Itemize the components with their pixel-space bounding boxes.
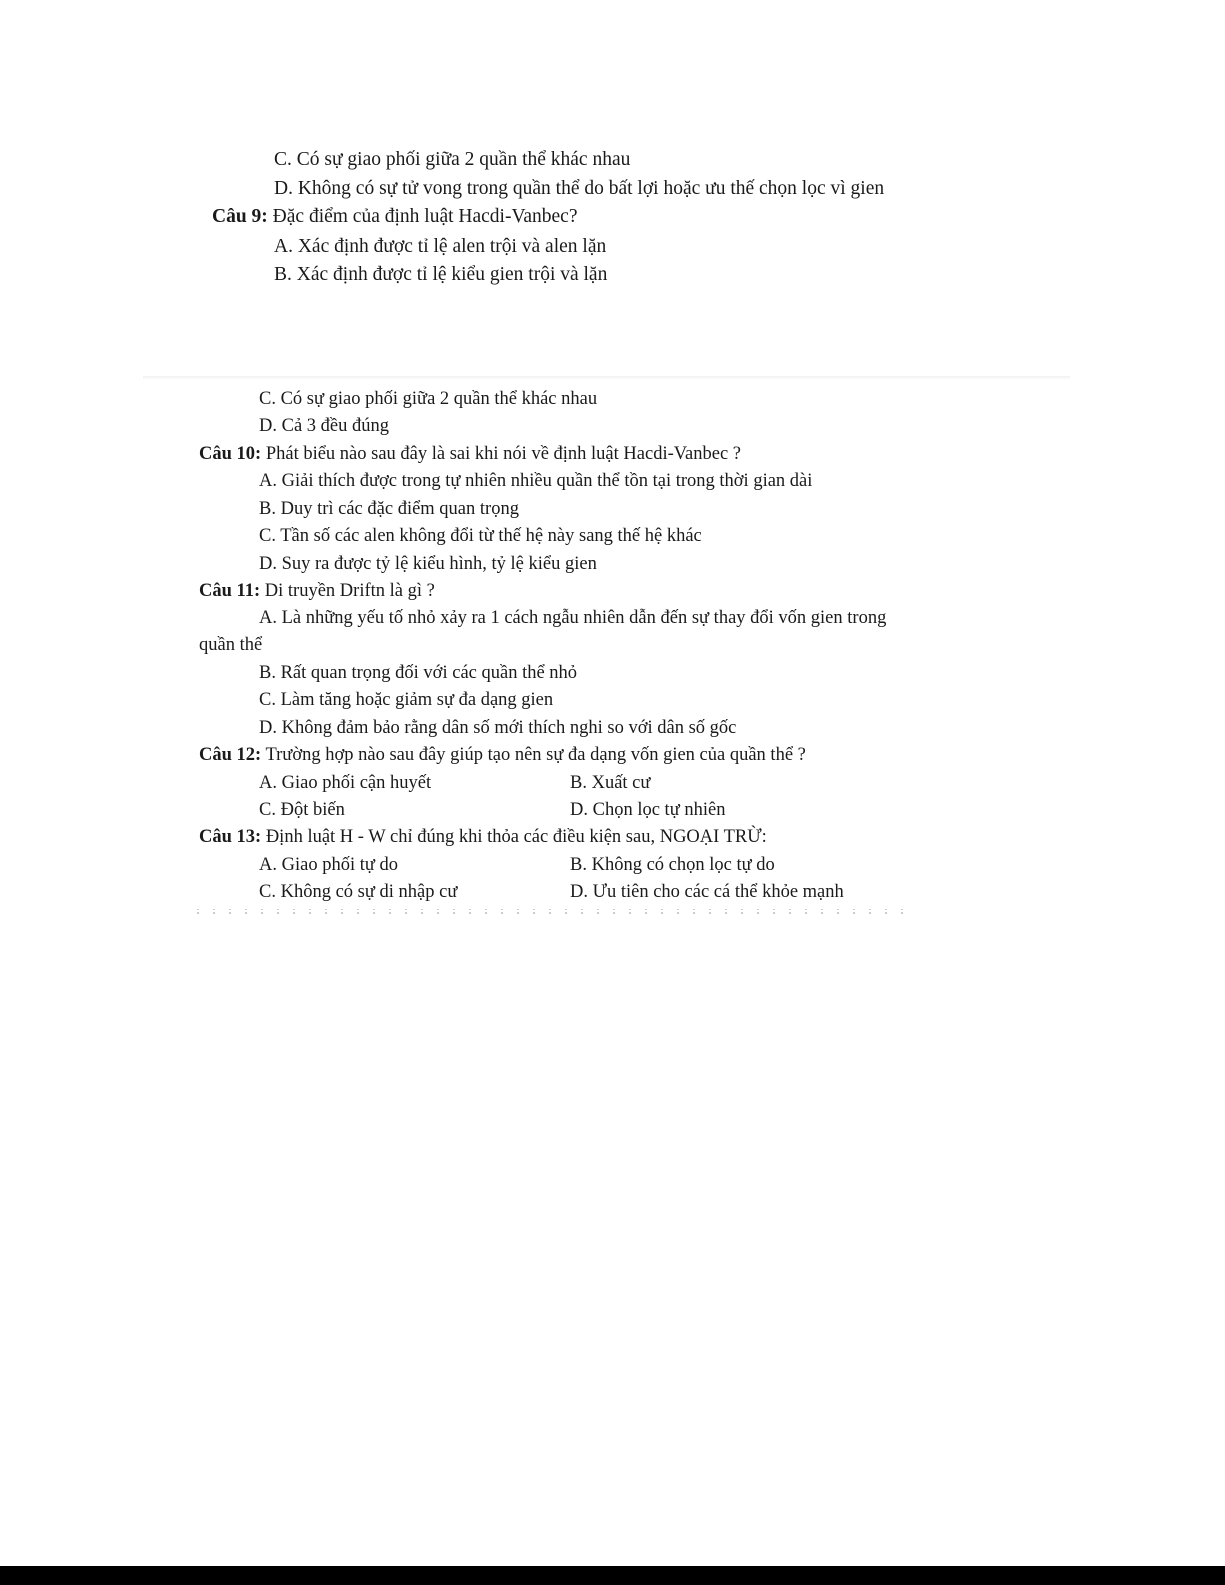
question-text: Phát biểu nào sau đây là sai khi nói về định luật Hacdi-Vanbec ? bbox=[261, 444, 742, 464]
bottom-edge-bar bbox=[0, 1566, 1225, 1585]
option-line: D. Suy ra được tỷ lệ kiểu hình, tỷ lệ kiểu gien bbox=[259, 554, 597, 574]
question-text: Di truyền Driftn là gì ? bbox=[260, 581, 435, 601]
option-left: A. Giao phối cận huyết bbox=[259, 773, 432, 793]
option-line: C. Làm tăng hoặc giảm sự đa dạng gien bbox=[259, 690, 554, 710]
option-continuation: quần thể bbox=[199, 635, 263, 655]
question-line bbox=[199, 582, 435, 601]
question-number: Câu 13: bbox=[199, 827, 262, 847]
option-line: B. Rất quan trọng đối với các quần thể nhỏ bbox=[259, 663, 578, 683]
question-line bbox=[199, 828, 767, 847]
option-right: B. Không có chọn lọc tự do bbox=[570, 855, 775, 875]
question-text: Trường hợp nào sau đây giúp tạo nên sự đa dạng vốn gien của quần thể ? bbox=[261, 745, 806, 765]
option-line: B. Xác định được tỉ lệ kiểu gien trội và lặn bbox=[274, 264, 608, 285]
option-line: B. Duy trì các đặc điểm quan trọng bbox=[259, 499, 519, 519]
question-text: Đặc điểm của định luật Hacdi-Vanbec? bbox=[267, 206, 578, 227]
option-left: C. Đột biến bbox=[259, 800, 345, 820]
question-line bbox=[212, 207, 578, 227]
option-line: C. Tần số các alen không đổi từ thế hệ này sang thế hệ khác bbox=[259, 526, 702, 546]
option-line: D. Không có sự tử vong trong quần thể do bất lợi hoặc ưu thế chọn lọc vì gien bbox=[274, 178, 885, 199]
option-right: D. Chọn lọc tự nhiên bbox=[570, 800, 726, 820]
option-line: A. Là những yếu tố nhỏ xảy ra 1 cách ngẫu nhiên dẫn đến sự thay đổi vốn gien trong bbox=[259, 608, 887, 628]
option-line: D. Cả 3 đều đúng bbox=[259, 416, 389, 436]
option-left: C. Không có sự di nhập cư bbox=[259, 882, 458, 902]
question-number: Câu 11: bbox=[199, 581, 261, 601]
option-line: A. Xác định được tỉ lệ alen trội và alen lặn bbox=[274, 236, 607, 257]
option-right: B. Xuất cư bbox=[570, 773, 651, 793]
question-number: Câu 12: bbox=[199, 745, 262, 765]
option-right: D. Ưu tiên cho các cá thể khỏe mạnh bbox=[570, 882, 844, 902]
question-number: Câu 9: bbox=[212, 206, 268, 227]
cut-off-text-fragment bbox=[190, 909, 910, 915]
question-line bbox=[199, 746, 806, 765]
question-number: Câu 10: bbox=[199, 444, 262, 464]
page-separator bbox=[143, 376, 1070, 380]
option-left: A. Giao phối tự do bbox=[259, 855, 399, 875]
option-line: D. Không đảm bảo rằng dân số mới thích nghi so với dân số gốc bbox=[259, 718, 737, 738]
option-line: C. Có sự giao phối giữa 2 quần thể khác nhau bbox=[274, 149, 631, 170]
option-line: A. Giải thích được trong tự nhiên nhiều quần thể tồn tại trong thời gian dài bbox=[259, 471, 813, 491]
option-line: C. Có sự giao phối giữa 2 quần thể khác nhau bbox=[259, 389, 598, 409]
question-text: Định luật H - W chỉ đúng khi thỏa các điều kiện sau, NGOẠI TRỪ: bbox=[261, 827, 767, 847]
question-line bbox=[199, 445, 741, 464]
